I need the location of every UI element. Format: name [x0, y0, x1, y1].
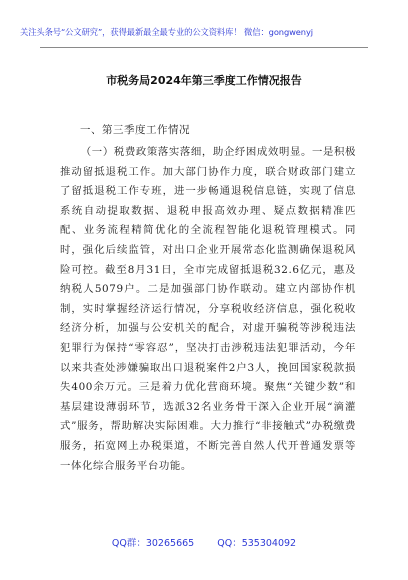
header-note: 关注头条号“公文研究”，获得最新最全最专业的公文资料库！ 微信：gongwenyj [20, 27, 313, 37]
section-heading: 一、第三季度工作情况 [80, 124, 190, 136]
document-title: 市税务局2024年第三季度工作情况报告 [106, 74, 302, 87]
footer-qq-group: QQ群：30265665 [111, 538, 195, 549]
footer-qq: QQ：535304092 [217, 538, 297, 549]
body-paragraph: （一）税费政策落实落细，助企纾困成效明显。一是积极推动留抵退税工作。加大部门协作力度，联合财政部门建立了留抵退税工作专班，进一步畅通退税信息链，实现了信息系统自动提取数据、退税申报高效办理、疑点数据精准匹配、业务流程精简优化的全流程智能化退税管理模式。同时，强化后续监管，对出口企业开展常态化监测确保退税风险可控。截至8月31日，全市完成留抵退税32.6亿元，惠及纳税人5079户。二是加强部门协作联动。建立内部协作机制，实时掌握经济运行情况，分享税收经济信息，强化税收经济分析，加强与公安机关的配合，对虚开骗税等涉税违法犯罪行为保持“零容忍”，坚决打击涉税违法犯罪活动，今年以来共查处涉嫌骗取出口退税案件2户3人，挽回国家税款损失400余万元。三是着力优化营商环境。聚焦“关键少数”和基层建设薄弱环节，选派32名业务骨干深入企业开展“滴灌式”服务，帮助解决实际困难。大力推行“非接触式”办税缴费服务，拓宽网上办税渠道，不断完善自然人代开普通发票等一体化综合服务平台功能。 [60, 146, 356, 472]
header-divider [40, 47, 368, 48]
footer-contacts [0, 535, 408, 549]
